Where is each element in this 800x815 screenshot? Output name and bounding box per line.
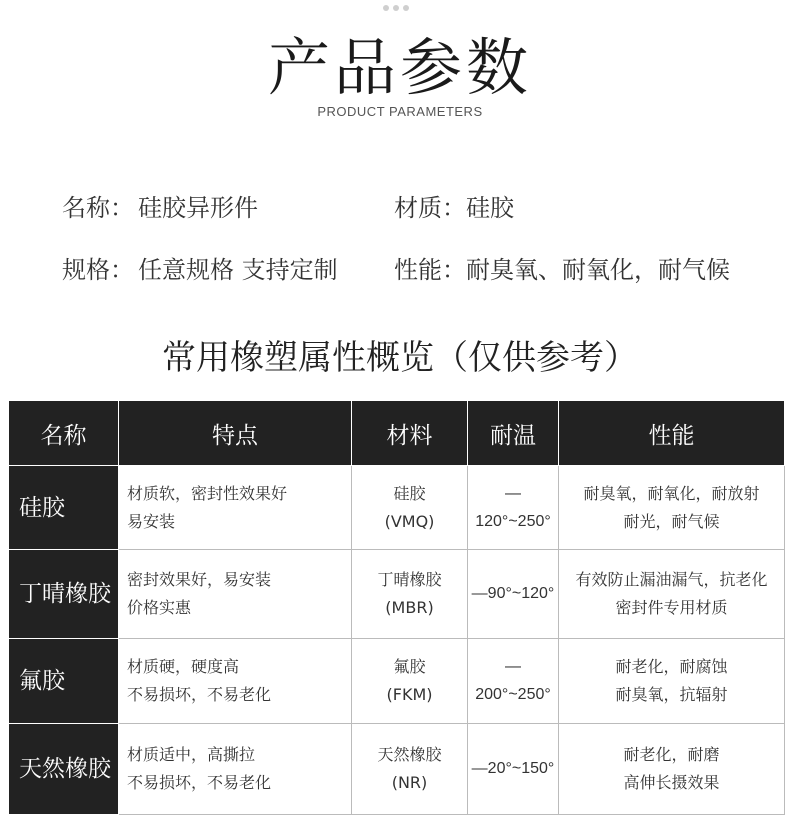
feature-line: 密封效果好，易安装 bbox=[127, 570, 272, 589]
row-performance-cell bbox=[559, 724, 785, 815]
feature-line: 材质适中，高撕拉 bbox=[127, 745, 256, 764]
row-temperature-cell: —90°~120° bbox=[468, 550, 559, 639]
row-material-cell bbox=[352, 466, 468, 550]
page-title: 产品参数 bbox=[267, 31, 532, 104]
row-performance-cell bbox=[559, 639, 785, 724]
feature-line: 价格实惠 bbox=[127, 598, 192, 617]
param-performance-value: 耐臭氧、耐氧化，耐气候 bbox=[466, 256, 730, 284]
column-header-features: 特点 bbox=[119, 401, 352, 466]
row-material-cell bbox=[352, 550, 468, 639]
row-temperature-cell: —120°~250° bbox=[468, 466, 559, 550]
param-spec-label: 规格： bbox=[62, 256, 134, 284]
material-code: (NR) bbox=[391, 773, 428, 792]
row-temperature-cell: —20°~150° bbox=[468, 724, 559, 815]
param-performance bbox=[394, 250, 730, 285]
param-material-label: 材质： bbox=[394, 194, 466, 222]
table-row bbox=[9, 466, 785, 550]
feature-line: 材质软，密封性效果好 bbox=[127, 483, 288, 503]
feature-line: 不易损坏，不易老化 bbox=[127, 685, 272, 704]
performance-line: 耐光，耐气候 bbox=[623, 511, 720, 531]
material-line: 天然橡胶 bbox=[377, 745, 442, 764]
material-code: (MBR) bbox=[385, 598, 434, 617]
material-code: (VMQ) bbox=[384, 511, 435, 531]
performance-line: 耐老化，耐磨 bbox=[623, 745, 720, 764]
column-header-performance: 性能 bbox=[559, 401, 785, 466]
feature-line: 易安装 bbox=[127, 511, 176, 531]
param-performance-label: 性能： bbox=[394, 256, 466, 284]
table-row bbox=[9, 550, 785, 639]
param-name bbox=[62, 188, 258, 223]
row-temperature-cell: —200°~250° bbox=[468, 639, 559, 724]
row-performance-cell bbox=[559, 466, 785, 550]
row-material-cell bbox=[352, 724, 468, 815]
row-features-cell bbox=[119, 550, 352, 639]
row-features-cell bbox=[119, 724, 352, 815]
param-material-value: 硅胶 bbox=[466, 194, 514, 222]
column-header-temperature: 耐温 bbox=[468, 401, 559, 466]
performance-line: 有效防止漏油漏气，抗老化 bbox=[575, 570, 768, 589]
row-features-cell bbox=[119, 639, 352, 724]
table-row bbox=[9, 724, 785, 815]
param-spec bbox=[62, 250, 338, 285]
performance-line: 密封件专用材质 bbox=[615, 598, 728, 617]
material-line: 丁晴橡胶 bbox=[377, 570, 442, 589]
performance-line: 耐臭氧，耐氧化，耐放射 bbox=[583, 483, 760, 503]
param-name-label: 名称： bbox=[62, 194, 134, 222]
performance-line: 耐老化，耐腐蚀 bbox=[615, 657, 728, 676]
material-line: 硅胶 bbox=[393, 483, 426, 503]
page-subtitle: PRODUCT PARAMETERS bbox=[317, 104, 483, 119]
row-name-cell: 天然橡胶 bbox=[9, 724, 119, 815]
row-performance-cell bbox=[559, 550, 785, 639]
table-heading: 常用橡塑属性概览（仅供参考） bbox=[162, 338, 638, 378]
material-line: 氟胶 bbox=[393, 657, 426, 676]
performance-line: 高伸长摄效果 bbox=[623, 773, 720, 792]
param-material bbox=[394, 188, 514, 223]
table-header-row bbox=[9, 401, 785, 466]
column-header-name: 名称 bbox=[9, 401, 119, 466]
material-code: (FKM) bbox=[386, 685, 433, 704]
feature-line: 不易损坏，不易老化 bbox=[127, 773, 272, 792]
row-features-cell bbox=[119, 466, 352, 550]
top-dots-decoration bbox=[383, 0, 423, 6]
row-name-cell: 丁晴橡胶 bbox=[9, 550, 119, 639]
param-name-value: 硅胶异形件 bbox=[138, 194, 258, 222]
param-spec-value: 任意规格 支持定制 bbox=[138, 256, 338, 284]
row-name-cell: 硅胶 bbox=[9, 466, 119, 550]
column-header-material: 材料 bbox=[352, 401, 468, 466]
row-material-cell bbox=[352, 639, 468, 724]
properties-table bbox=[8, 400, 785, 815]
row-name-cell: 氟胶 bbox=[9, 639, 119, 724]
table-row bbox=[9, 639, 785, 724]
feature-line: 材质硬，硬度高 bbox=[127, 657, 240, 676]
performance-line: 耐臭氧，抗辐射 bbox=[615, 685, 728, 704]
